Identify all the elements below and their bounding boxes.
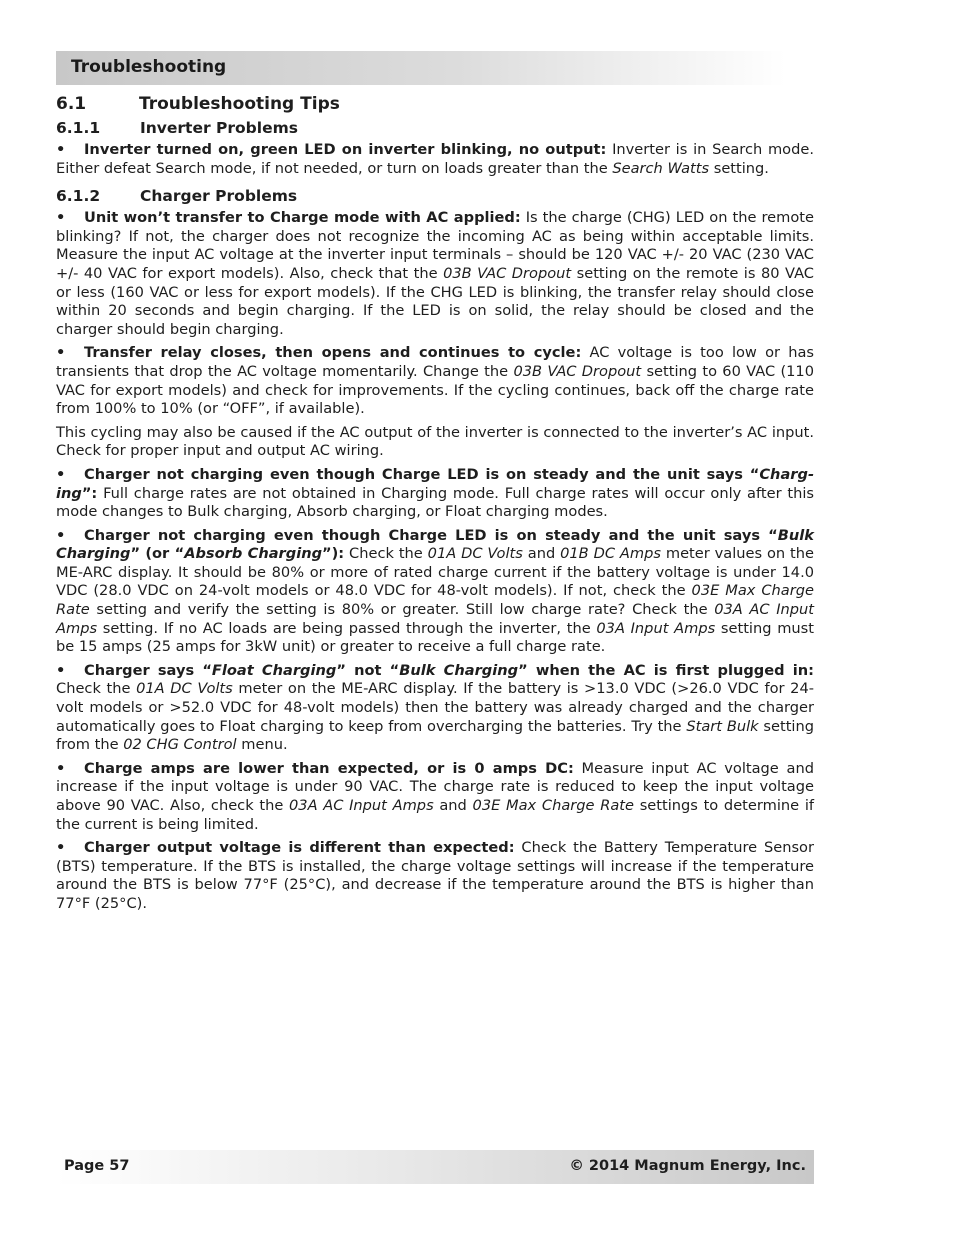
subsection-heading-charger [56, 187, 814, 205]
charger-problem-item: • Charger output voltage is different than expected: Check the Battery Temperature Sensor (BTS) temperature. If the BTS is installed, the charge voltage settings will increase if the temperature around the BTS is below 77°F (25°C), and decrease if the temperature around the BTS is higher than 77°F (25°C). [56, 839, 814, 912]
section-title: Troubleshooting Tips [139, 94, 340, 114]
inverter-problem-item: • Inverter turned on, green LED on inverter blinking, no output: Inverter is in Search mode. Either defeat Search mode, if not needed, or turn on loads greater than the Search Watts setting. [56, 141, 814, 177]
page-content [56, 94, 814, 919]
charger-note: This cycling may also be caused if the AC output of the inverter is connected to the inverter’s AC input. Check for proper input and output AC wiring. [56, 423, 814, 460]
bullet-icon: • [56, 759, 66, 777]
bullet-icon: • [56, 839, 66, 857]
copyright-notice: © 2014 Magnum Energy, Inc. [569, 1158, 806, 1174]
subsection-number: 6.1.2 [56, 187, 101, 206]
bullet-icon: • [56, 209, 66, 227]
section-number: 6.1 [56, 94, 87, 114]
charger-problem-item: • Unit won’t transfer to Charge mode with AC applied: Is the charge (CHG) LED on the remote blinking? If not, the charger does not recognize the incoming AC as being within acceptable limits. Measure the input AC voltage at the inverter input terminals – should be 120 VAC +/- 20 VAC (230 VAC +/- 40 VAC for export models). Also, check that the 03B VAC Dropout setting on the remote is 80 VAC or less (160 VAC or less for export models). If the CHG LED is blinking, the transfer relay should close within 20 seconds and begin charging. If the LED is on solid, the relay should be closed and the charger should begin charging. [56, 209, 814, 338]
chapter-header-band [56, 51, 786, 85]
bullet-icon: • [56, 661, 66, 679]
subsection-title: Charger Problems [140, 187, 298, 206]
section-heading [56, 94, 814, 114]
chapter-title: Troubleshooting [71, 57, 227, 77]
page-footer [56, 1150, 814, 1184]
subsection-heading-inverter [56, 119, 814, 137]
charger-problem-item: • Charger not charging even though Charge LED is on steady and the unit says “Charging”: Full charge rates are not obtained in Charging mode. Full charge rates will occur only after this mode changes to Bulk charging, Absorb charging, or Float charging modes. [56, 465, 814, 521]
charger-problem-item: • Transfer relay closes, then opens and continues to cycle: AC voltage is too low or has transients that drop the AC voltage momentarily. Change the 03B VAC Dropout setting to 60 VAC (110 VAC for export models) and check for improvements. If the cycling continues, back off the charge rate from 100% to 10% (or “OFF”, if available). [56, 344, 815, 418]
subsection-number: 6.1.1 [56, 119, 101, 137]
bullet-icon: • [56, 465, 66, 483]
bullet-icon: • [56, 344, 66, 362]
charger-problem-item: • Charger says “Float Charging” not “Bulk Charging” when the AC is first plugged in: Check the 01A DC Volts meter on the ME-ARC display. If the battery is >13.0 VDC (>26.0 VDC for 24-volt models or >52.0 VDC for 48-volt models) then the battery was already charged and the charger automatically goes to Float charging to keep from overcharging the batteries. Try the Start Bulk setting from the 02 CHG Control menu. [56, 661, 815, 754]
charger-problem-item: • Charge amps are lower than expected, or is 0 amps DC: Measure input AC voltage and increase if the input voltage is under 90 VAC. The charge rate is reduced to keep the input voltage above 90 VAC. Also, check the 03A AC Input Amps and 03E Max Charge Rate settings to determine if the current is being limited. [56, 759, 815, 833]
subsection-title: Inverter Problems [140, 119, 298, 137]
charger-problem-item: • Charger not charging even though Charge LED is on steady and the unit says “Bulk Charging” (or “Absorb Charging”): Check the 01A DC Volts and 01B DC Amps meter values on the ME-ARC display. It should be 80% or more of rated charge current if the battery voltage is under 14.0 VDC (28.0 VDC on 24-volt models or 48.0 VDC for 48-volt models). If not, check the 03E Max Charge Rate setting and verify the setting is 80% or greater. Still low charge rate? Check the 03A AC Input Amps setting. If no AC loads are being passed through the inverter, the 03A Input Amps setting must be 15 amps (25 amps for 3kW unit) or greater to receive a full charge rate. [56, 526, 815, 656]
bullet-icon: • [56, 141, 66, 158]
page-number: Page 57 [64, 1158, 130, 1174]
bullet-icon: • [56, 526, 66, 544]
